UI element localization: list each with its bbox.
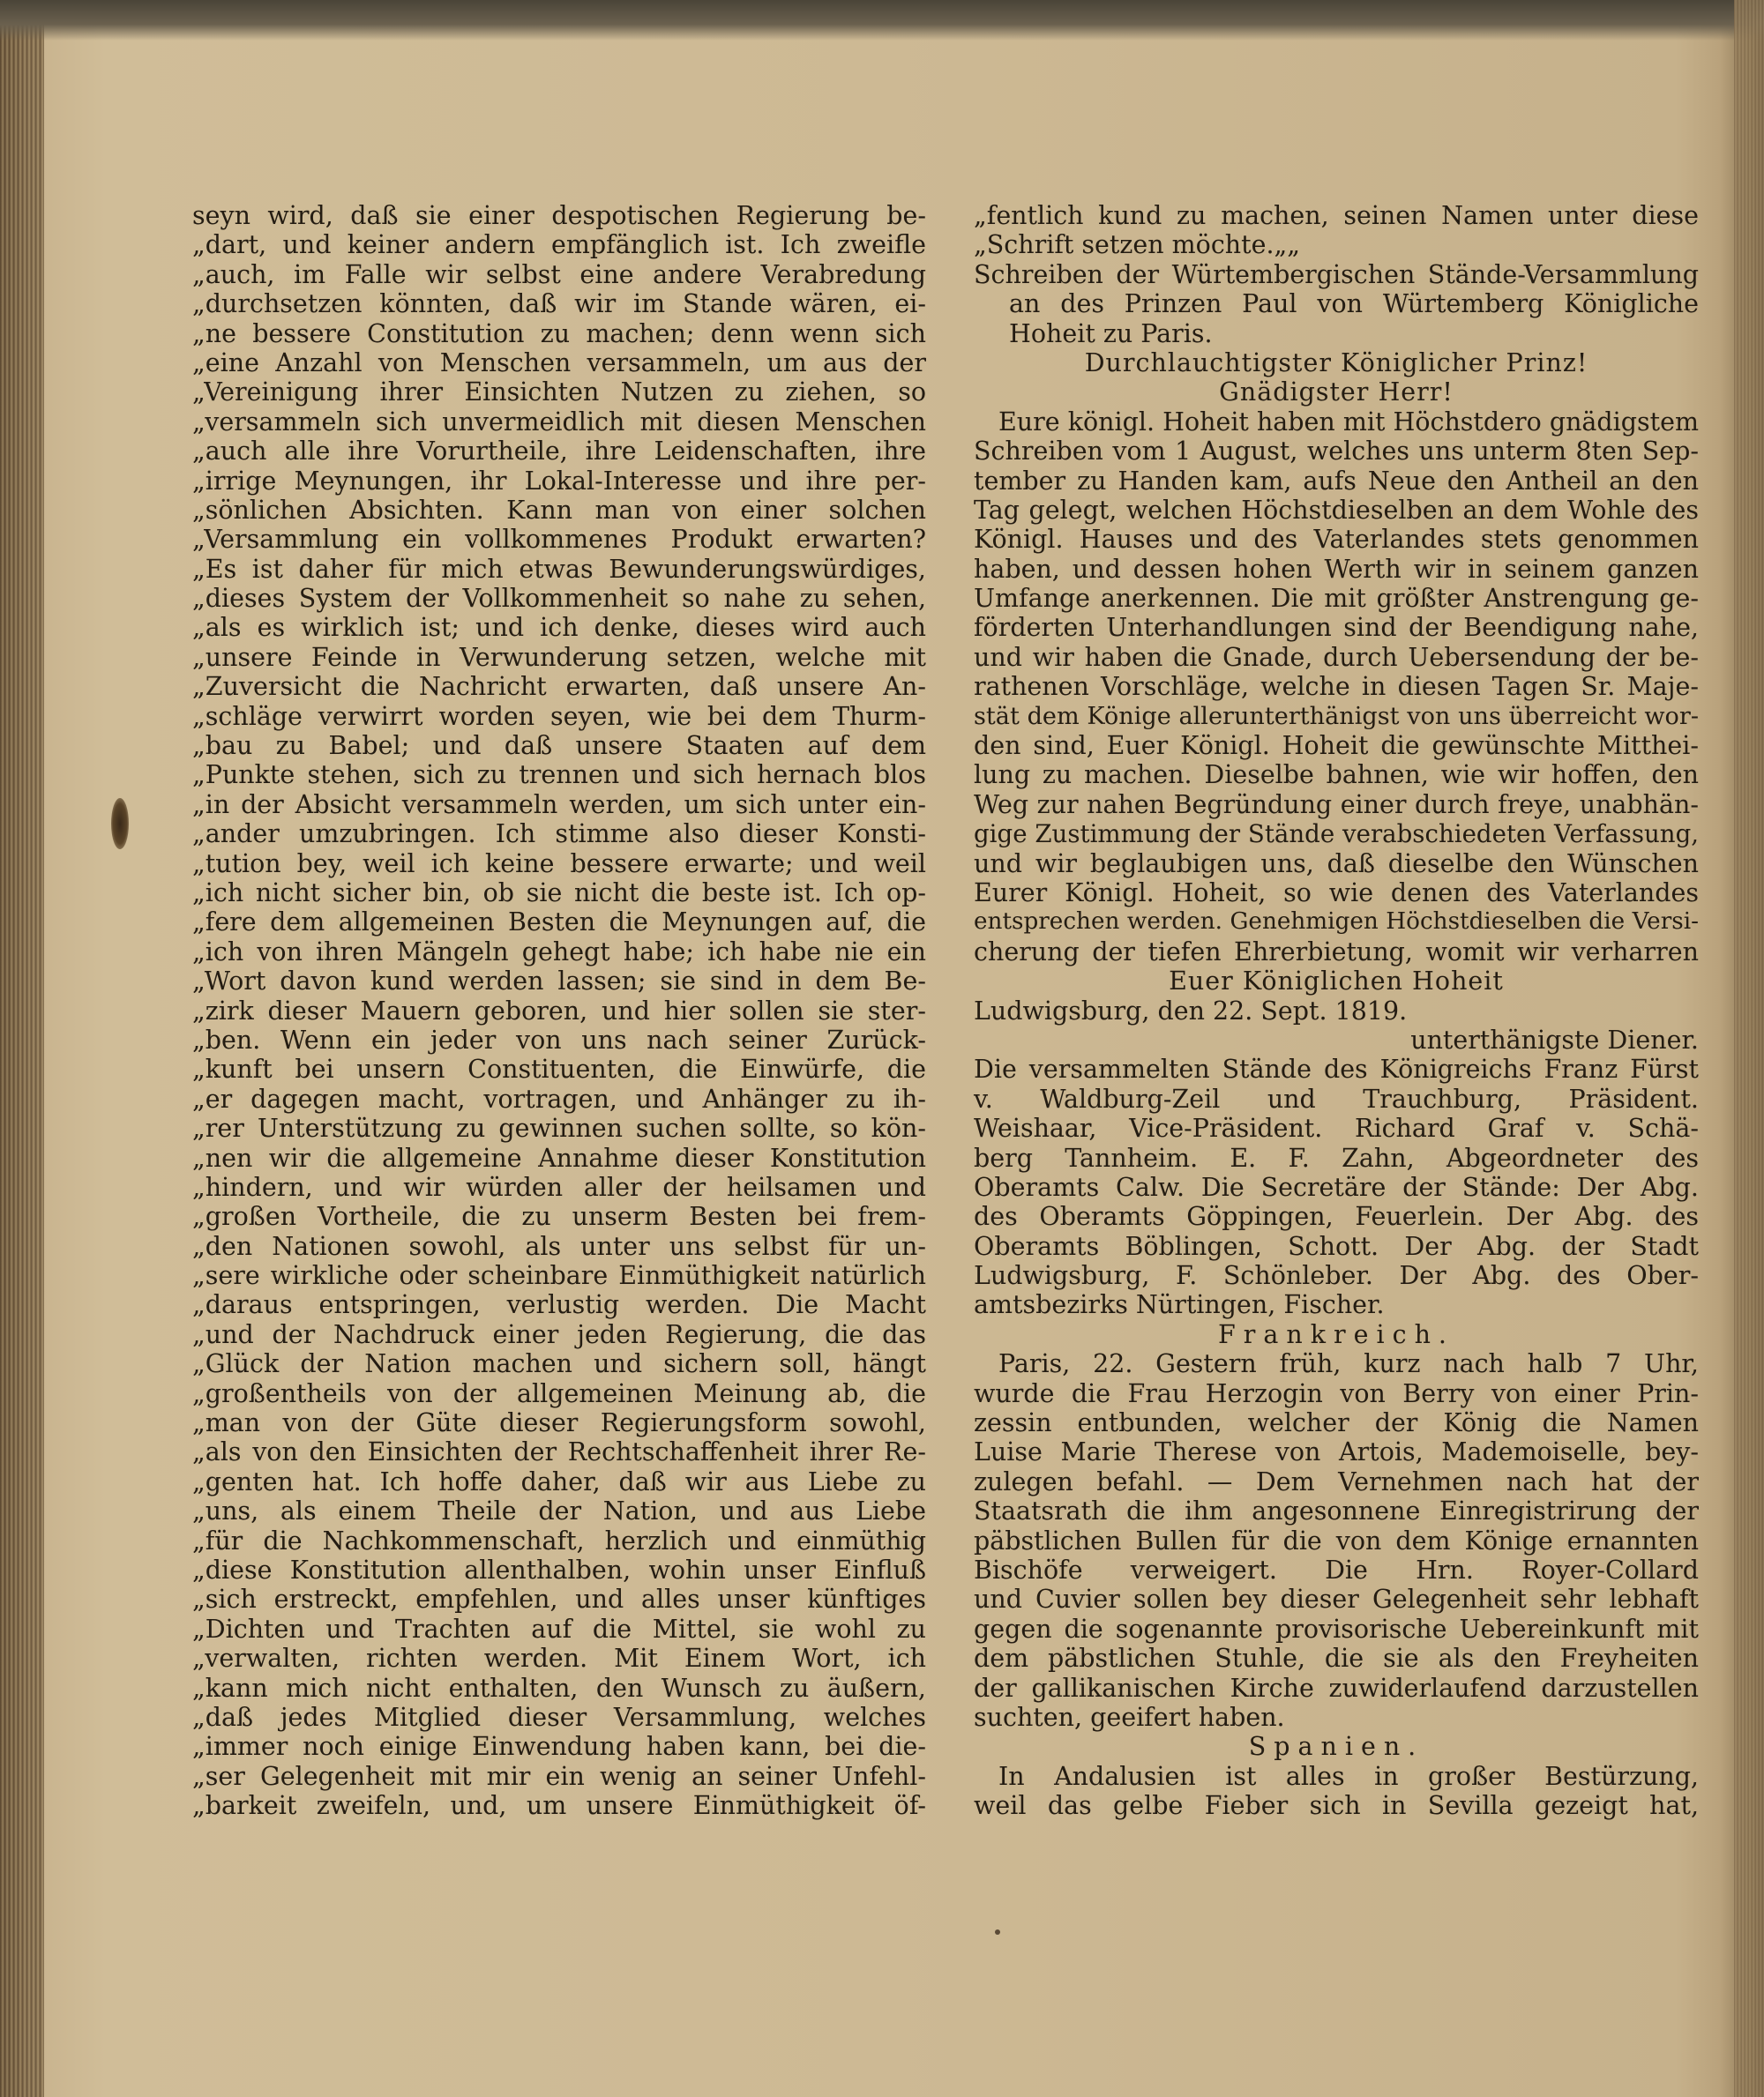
text-line: des Oberamts Göppingen, Feuerlein. Der Abg. des bbox=[974, 1202, 1699, 1232]
text-line: Schreiben vom 1 August, welches uns unterm 8ten Sep- bbox=[974, 437, 1699, 466]
text-line: „fentlich kund zu machen, seinen Namen unter diese bbox=[974, 201, 1699, 230]
text-line: „Glück der Nation machen und sichern soll, hängt bbox=[192, 1349, 926, 1379]
text-line: „Zuversicht die Nachricht erwarten, daß unsere An- bbox=[192, 672, 926, 702]
text-line: „tution bey, weil ich keine bessere erwarte; und weil bbox=[192, 848, 926, 878]
heading-line: Spanien. bbox=[1248, 1732, 1424, 1762]
text-line: „großen Vortheile, die zu unserm Besten bei frem- bbox=[192, 1202, 926, 1232]
text-line: „bau zu Babel; und daß unsere Staaten auf dem bbox=[192, 731, 926, 761]
text-line: Oberamts Calw. Die Secretäre der Stände: Der Abg. bbox=[974, 1172, 1699, 1202]
text-line: „großentheils von der allgemeinen Meinung ab, die bbox=[192, 1378, 926, 1408]
text-line: „sich erstreckt, empfehlen, und alles unser künftiges bbox=[192, 1585, 926, 1615]
text-line: unterthänigste Diener. bbox=[1410, 1025, 1699, 1055]
text-line: „durchsetzen könnten, daß wir im Stande wären, ei- bbox=[192, 289, 926, 319]
text-line: förderten Unterhandlungen sind der Beendigung nahe, bbox=[974, 613, 1699, 643]
text-line: „diese Konstitution allenthalben, wohin unser Einfluß bbox=[192, 1555, 926, 1585]
text-line: „ben. Wenn ein jeder von uns nach seiner Zurück- bbox=[192, 1025, 926, 1055]
text-line: Tag gelegt, welchen Höchstdieselben an dem Wohle des bbox=[974, 495, 1699, 525]
text-line: In Andalusien ist alles in großer Bestürzung, bbox=[998, 1761, 1699, 1791]
text-line: Weishaar, Vice-Präsident. Richard Graf v. Schä- bbox=[974, 1114, 1699, 1144]
text-line: „immer noch einige Einwendung haben kann, bei die- bbox=[192, 1732, 926, 1762]
text-line: „Vereinigung ihrer Einsichten Nutzen zu ziehen, so bbox=[192, 377, 926, 407]
text-line: Schreiben der Würtembergischen Stände-Versammlung bbox=[974, 259, 1699, 289]
text-line: cherung der tiefen Ehrerbietung, womit wir verharren bbox=[974, 937, 1699, 966]
text-line: „Wort davon kund werden lassen; sie sind in dem Be- bbox=[192, 966, 926, 996]
text-line: „ne bessere Constitution zu machen; denn wenn sich bbox=[192, 318, 926, 348]
ink-stain bbox=[111, 798, 129, 849]
text-line: Weg zur nahen Begründung einer durch freye, unabhän- bbox=[974, 789, 1699, 819]
heading-line: Gnädigster Herr! bbox=[1219, 377, 1454, 407]
text-line: Eure königl. Hoheit haben mit Höchstdero gnädigstem bbox=[998, 407, 1699, 437]
text-line: „den Nationen sowohl, als unter uns selbst für un- bbox=[192, 1231, 926, 1261]
text-line: Eurer Königl. Hoheit, so wie denen des Vaterlandes bbox=[974, 877, 1699, 907]
text-line: gige Zustimmung der Stände verabschiedeten Verfassung, bbox=[974, 819, 1700, 849]
text-line: „Dichten und Trachten auf die Mittel, sie wohl zu bbox=[192, 1614, 926, 1644]
text-line: „auch, im Falle wir selbst eine andere Verabredung bbox=[192, 259, 926, 289]
text-line: „daraus entspringen, verlustig werden. Die Macht bbox=[192, 1290, 926, 1320]
text-line: „Versammlung ein vollkommenes Produkt erwarten? bbox=[192, 525, 926, 555]
text-line: stät dem Könige allerunterthänigst von uns überreicht wor- bbox=[974, 702, 1699, 730]
left-text-column bbox=[192, 201, 926, 1820]
text-line: „Punkte stehen, sich zu trennen und sich hernach blos bbox=[192, 760, 926, 790]
text-line: „Es ist daher für mich etwas Bewunderungswürdiges, bbox=[192, 554, 926, 584]
text-line: an des Prinzen Paul von Würtemberg Königliche bbox=[1009, 289, 1699, 319]
text-line: „barkeit zweifeln, und, um unsere Einmüthigkeit öf- bbox=[192, 1791, 926, 1821]
text-line: „und der Nachdruck einer jeden Regierung, die das bbox=[192, 1319, 926, 1349]
text-line: dem päbstlichen Stuhle, die sie als den Freyheiten bbox=[974, 1644, 1699, 1674]
text-line: „sere wirkliche oder scheinbare Einmüthigkeit natürlich bbox=[192, 1261, 926, 1291]
text-line: „daß jedes Mitglied dieser Versammlung, welches bbox=[192, 1702, 926, 1732]
text-line: „fere dem allgemeinen Besten die Meynungen auf, die bbox=[192, 907, 926, 937]
text-line: „unsere Feinde in Verwunderung setzen, welche mit bbox=[192, 642, 926, 672]
text-line: v. Waldburg-Zeil und Trauchburg, Präsident. bbox=[974, 1084, 1699, 1114]
text-line: Ludwigsburg, den 22. Sept. 1819. bbox=[974, 996, 1408, 1026]
text-line: „er dagegen macht, vortragen, und Anhänger zu ih- bbox=[192, 1084, 926, 1114]
heading-line: Durchlauchtigster Königlicher Prinz! bbox=[1084, 347, 1588, 377]
text-line: tember zu Handen kam, aufs Neue den Antheil an den bbox=[974, 466, 1699, 496]
text-line: „rer Unterstützung zu gewinnen suchen sollte, so kön- bbox=[192, 1114, 926, 1144]
text-line: haben, und dessen hohen Werth wir in seinem ganzen bbox=[974, 554, 1699, 584]
top-binding-shadow bbox=[0, 0, 1764, 41]
right-text-column bbox=[974, 201, 1699, 1820]
text-line: und wir haben die Gnade, durch Uebersendung der be- bbox=[974, 642, 1699, 672]
text-line: „schläge verwirrt worden seyen, wie bei dem Thurm- bbox=[192, 701, 926, 731]
text-line: „irrige Meynungen, ihr Lokal-Interesse und ihre per- bbox=[192, 466, 926, 496]
text-line: der gallikanischen Kirche zuwiderlaufend darzustellen bbox=[974, 1673, 1699, 1703]
text-line: „verwalten, richten werden. Mit Einem Wort, ich bbox=[192, 1644, 926, 1674]
text-line: „ander umzubringen. Ich stimme also dieser Konsti- bbox=[192, 819, 926, 849]
text-line: „versammeln sich unvermeidlich mit diesen Menschen bbox=[192, 407, 926, 437]
text-line: zulegen befahl. — Dem Vernehmen nach hat der bbox=[974, 1466, 1699, 1496]
text-line: Luise Marie Therese von Artois, Mademoiselle, bey- bbox=[974, 1437, 1699, 1467]
text-line: Hoheit zu Paris. bbox=[1009, 318, 1213, 348]
text-line: Paris, 22. Gestern früh, kurz nach halb 7 Uhr, bbox=[998, 1349, 1699, 1379]
text-line: Umfange anerkennen. Die mit größter Anstrengung ge- bbox=[974, 584, 1699, 614]
heading-line: Frankreich. bbox=[1218, 1319, 1454, 1349]
text-line: „als von den Einsichten der Rechtschaffenheit ihrer Re- bbox=[192, 1437, 926, 1467]
text-line: rathenen Vorschläge, welche in diesen Tagen Sr. Maje- bbox=[974, 672, 1699, 702]
text-line: Staatsrath die ihm angesonnene Einregistrirung der bbox=[974, 1496, 1699, 1526]
text-line: „als es wirklich ist; und ich denke, dieses wird auch bbox=[192, 613, 926, 643]
ink-dot bbox=[995, 1929, 1000, 1935]
text-line: „Schrift setzen möchte.„„ bbox=[974, 230, 1301, 260]
text-line: „kunft bei unsern Constituenten, die Einwürfe, die bbox=[192, 1055, 926, 1085]
text-line: „sönlichen Absichten. Kann man von einer solchen bbox=[192, 495, 926, 525]
text-line: „eine Anzahl von Menschen versammeln, um aus der bbox=[192, 347, 926, 377]
text-line: Die versammelten Stände des Königreichs Franz Fürst bbox=[974, 1055, 1699, 1085]
text-line: Ludwigsburg, F. Schönleber. Der Abg. des Ober- bbox=[974, 1261, 1699, 1291]
text-line: „man von der Güte dieser Regierungsform sowohl, bbox=[192, 1408, 926, 1438]
text-line: berg Tannheim. E. F. Zahn, Abgeordneter des bbox=[974, 1143, 1699, 1173]
text-line: amtsbezirks Nürtingen, Fischer. bbox=[974, 1290, 1385, 1320]
text-line: „nen wir die allgemeine Annahme dieser Konstitution bbox=[192, 1143, 926, 1173]
text-line: suchten, geeifert haben. bbox=[974, 1702, 1285, 1732]
right-page-edge bbox=[1734, 0, 1764, 2097]
text-line: entsprechen werden. Genehmigen Höchstdieselben die Versi- bbox=[974, 908, 1699, 936]
heading-line: Euer Königlichen Hoheit bbox=[1169, 966, 1504, 996]
text-line: gegen die sogenannte provisorische Uebereinkunft mit bbox=[974, 1614, 1699, 1644]
text-line: und wir beglaubigen uns, daß dieselbe den Wünschen bbox=[974, 848, 1699, 878]
text-line: „auch alle ihre Vorurtheile, ihre Leidenschaften, ihre bbox=[192, 437, 926, 466]
text-line: wurde die Frau Herzogin von Berry von einer Prin- bbox=[974, 1378, 1699, 1408]
text-line: „ich nicht sicher bin, ob sie nicht die beste ist. Ich op- bbox=[192, 877, 926, 907]
text-line: „uns, als einem Theile der Nation, und aus Liebe bbox=[192, 1496, 926, 1526]
text-line: „zirk dieser Mauern geboren, und hier sollen sie ster- bbox=[192, 996, 926, 1026]
text-line: päbstlichen Bullen für die von dem Könige ernannten bbox=[974, 1526, 1699, 1556]
text-line: Oberamts Böblingen, Schott. Der Abg. der Stadt bbox=[974, 1231, 1699, 1261]
text-line: Bischöfe verweigert. Die Hrn. Royer-Collard bbox=[974, 1555, 1699, 1585]
text-line: weil das gelbe Fieber sich in Sevilla gezeigt hat, bbox=[974, 1791, 1699, 1821]
text-line: „für die Nachkommenschaft, herzlich und einmüthig bbox=[192, 1526, 926, 1556]
text-line: „hindern, und wir würden aller der heilsamen und bbox=[192, 1172, 926, 1202]
text-line: seyn wird, daß sie einer despotischen Regierung be- bbox=[192, 201, 926, 230]
text-line: lung zu machen. Dieselbe bahnen, wie wir hoffen, den bbox=[974, 760, 1699, 790]
text-line: „in der Absicht versammeln werden, um sich unter ein- bbox=[192, 789, 926, 819]
text-line: „dieses System der Vollkommenheit so nahe zu sehen, bbox=[192, 584, 926, 614]
text-line: „ser Gelegenheit mit mir ein wenig an seiner Unfehl- bbox=[192, 1761, 926, 1791]
text-line: „kann mich nicht enthalten, den Wunsch zu äußern, bbox=[192, 1673, 926, 1703]
text-line: „dart, und keiner andern empfänglich ist. Ich zweifle bbox=[192, 230, 926, 260]
text-line: „genten hat. Ich hoffe daher, daß wir aus Liebe zu bbox=[192, 1466, 926, 1496]
left-page-edge bbox=[0, 0, 44, 2097]
text-line: und Cuvier sollen bey dieser Gelegenheit sehr lebhaft bbox=[974, 1585, 1699, 1615]
text-line: zessin entbunden, welcher der König die Namen bbox=[974, 1408, 1699, 1438]
text-line: „ich von ihren Mängeln gehegt habe; ich habe nie ein bbox=[192, 937, 926, 966]
text-line: Königl. Hauses und des Vaterlandes stets genommen bbox=[974, 525, 1699, 555]
text-line: den sind, Euer Königl. Hoheit die gewünschte Mitthei- bbox=[974, 731, 1699, 761]
